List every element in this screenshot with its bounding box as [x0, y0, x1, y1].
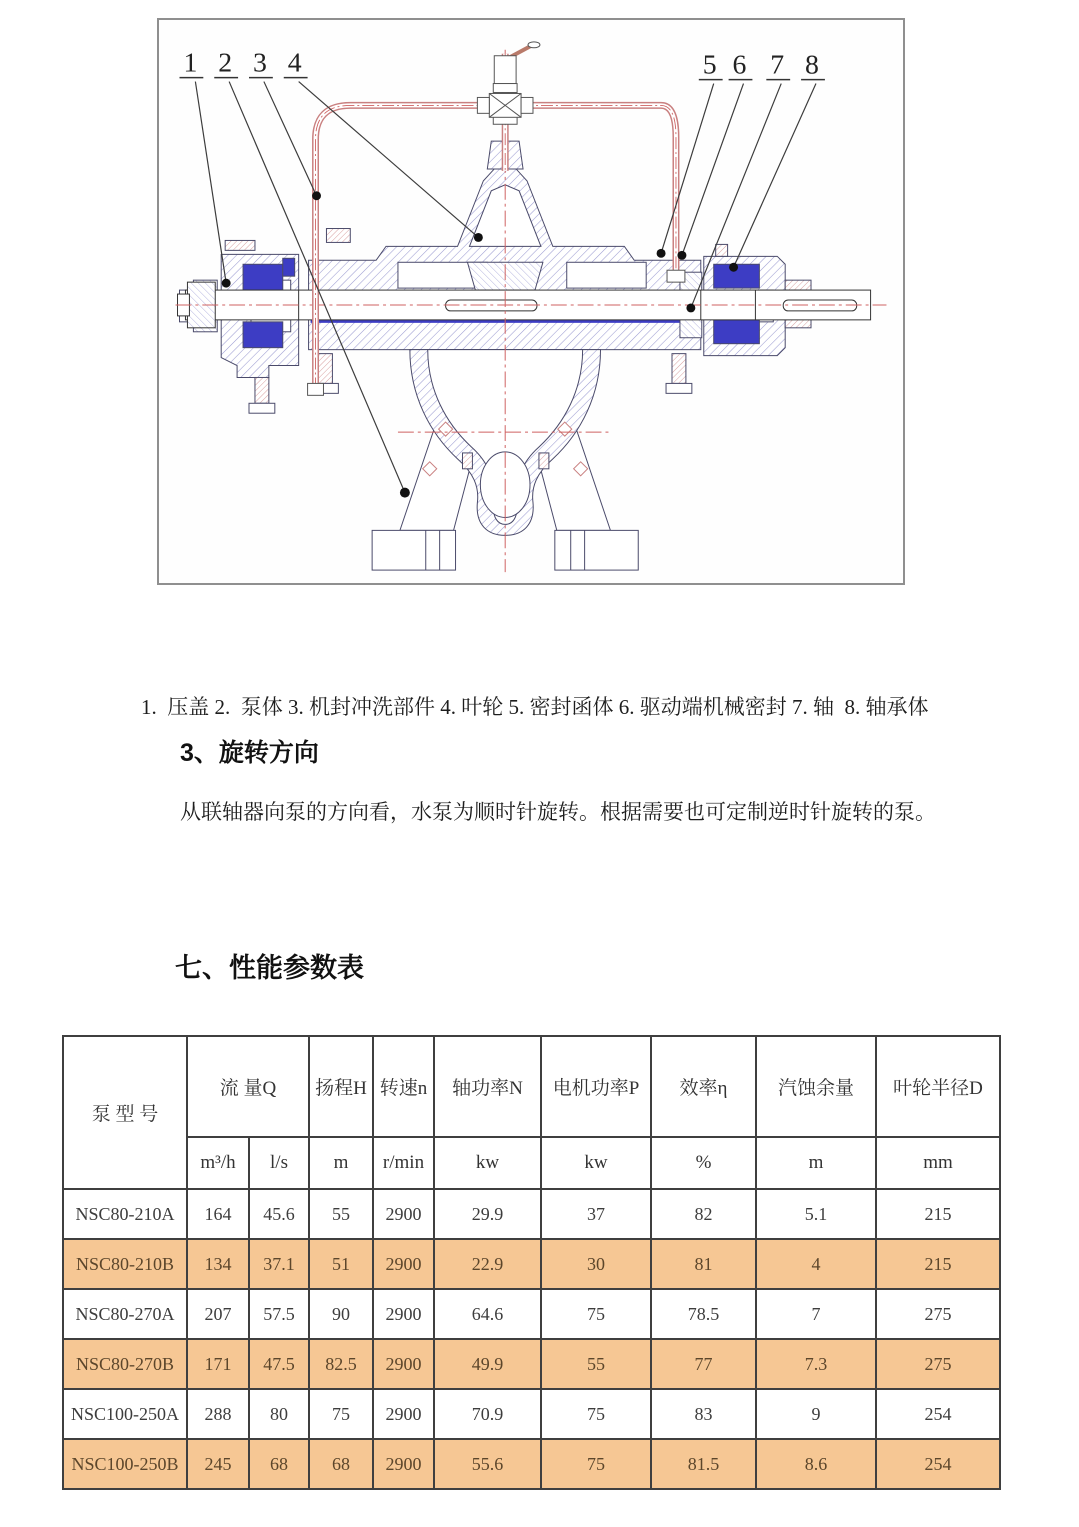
value-cell: 82 — [651, 1189, 756, 1239]
value-cell: 207 — [187, 1289, 249, 1339]
table-row — [63, 1389, 1000, 1439]
pump-model-cell: NSC80-270B — [63, 1339, 187, 1389]
value-cell: 4 — [756, 1239, 876, 1289]
value-cell: 77 — [651, 1339, 756, 1389]
value-cell: 37 — [541, 1189, 651, 1239]
callout-6: 6 — [732, 49, 747, 81]
value-cell: 64.6 — [434, 1289, 541, 1339]
value-cell: 215 — [876, 1189, 1000, 1239]
value-cell: 75 — [541, 1389, 651, 1439]
value-cell: 70.9 — [434, 1389, 541, 1439]
value-cell: 22.9 — [434, 1239, 541, 1289]
callout-8: 8 — [805, 49, 819, 81]
col-header-impeller-radius: 叶轮半径D — [876, 1036, 1000, 1137]
figure-parts-caption: 1. 压盖 2. 泵体 3. 机封冲洗部件 4. 叶轮 5. 密封函体 6. 驱动端机械密封 7. 轴 8. 轴承体 — [141, 695, 929, 719]
unit-flow-ls: l/s — [249, 1137, 309, 1189]
table-row — [63, 1239, 1000, 1289]
value-cell: 7 — [756, 1289, 876, 1339]
callout-7: 7 — [770, 49, 785, 81]
callout-1: 1 — [183, 47, 198, 79]
callout-3: 3 — [252, 47, 267, 79]
performance-table-heading: 七、性能参数表 — [175, 953, 364, 983]
pump-model-cell: NSC100-250A — [63, 1389, 187, 1439]
value-cell: 2900 — [373, 1189, 434, 1239]
unit-shaft-power: kw — [434, 1137, 541, 1189]
callout-2: 2 — [218, 47, 233, 79]
unit-head: m — [309, 1137, 373, 1189]
value-cell: 51 — [309, 1239, 373, 1289]
value-cell: 2900 — [373, 1239, 434, 1289]
table-units-row — [63, 1137, 1000, 1189]
pump-diagram-figure — [157, 18, 905, 585]
table-row — [63, 1439, 1000, 1489]
unit-npsh: m — [756, 1137, 876, 1189]
pump-model-cell: NSC80-210B — [63, 1239, 187, 1289]
unit-motor-power: kw — [541, 1137, 651, 1189]
value-cell: 171 — [187, 1339, 249, 1389]
unit-efficiency: % — [651, 1137, 756, 1189]
value-cell: 275 — [876, 1339, 1000, 1389]
unit-flow-m3h: m³/h — [187, 1137, 249, 1189]
value-cell: 254 — [876, 1389, 1000, 1439]
rotation-direction-heading: 3、旋转方向 — [180, 739, 319, 767]
col-header-flow: 流 量Q — [187, 1036, 309, 1137]
table-row — [63, 1339, 1000, 1389]
col-header-speed: 转速n — [373, 1036, 434, 1137]
value-cell: 55 — [309, 1189, 373, 1239]
value-cell: 2900 — [373, 1389, 434, 1439]
value-cell: 275 — [876, 1289, 1000, 1339]
col-header-efficiency: 效率η — [651, 1036, 756, 1137]
value-cell: 45.6 — [249, 1189, 309, 1239]
value-cell: 81 — [651, 1239, 756, 1289]
value-cell: 78.5 — [651, 1289, 756, 1339]
value-cell: 81.5 — [651, 1439, 756, 1489]
rotation-direction-text: 从联轴器向泵的方向看，水泵为顺时针旋转。根据需要也可定制逆时针旋转的泵。 — [180, 800, 936, 824]
performance-parameters-table — [62, 1035, 1001, 1490]
value-cell: 164 — [187, 1189, 249, 1239]
value-cell: 9 — [756, 1389, 876, 1439]
callout-4: 4 — [287, 47, 302, 79]
value-cell: 5.1 — [756, 1189, 876, 1239]
value-cell: 68 — [309, 1439, 373, 1489]
value-cell: 2900 — [373, 1339, 434, 1389]
col-header-motor-power: 电机功率P — [541, 1036, 651, 1137]
table-row — [63, 1289, 1000, 1339]
value-cell: 29.9 — [434, 1189, 541, 1239]
value-cell: 90 — [309, 1289, 373, 1339]
col-header-pump-model: 泵 型 号 — [63, 1036, 187, 1189]
table-row — [63, 1189, 1000, 1239]
value-cell: 49.9 — [434, 1339, 541, 1389]
pump-cross-section-drawing — [159, 20, 903, 583]
flush-valve — [477, 42, 540, 124]
value-cell: 47.5 — [249, 1339, 309, 1389]
pump-model-cell: NSC80-270A — [63, 1289, 187, 1339]
value-cell: 134 — [187, 1239, 249, 1289]
value-cell: 82.5 — [309, 1339, 373, 1389]
value-cell: 55 — [541, 1339, 651, 1389]
value-cell: 245 — [187, 1439, 249, 1489]
value-cell: 57.5 — [249, 1289, 309, 1339]
unit-impeller-radius: mm — [876, 1137, 1000, 1189]
value-cell: 2900 — [373, 1439, 434, 1489]
value-cell: 7.3 — [756, 1339, 876, 1389]
value-cell: 215 — [876, 1239, 1000, 1289]
value-cell: 55.6 — [434, 1439, 541, 1489]
table-header-row — [63, 1036, 1000, 1137]
value-cell: 254 — [876, 1439, 1000, 1489]
col-header-head: 扬程H — [309, 1036, 373, 1137]
value-cell: 75 — [541, 1439, 651, 1489]
value-cell: 83 — [651, 1389, 756, 1439]
pump-model-cell: NSC80-210A — [63, 1189, 187, 1239]
value-cell: 8.6 — [756, 1439, 876, 1489]
value-cell: 80 — [249, 1389, 309, 1439]
pump-model-cell: NSC100-250B — [63, 1439, 187, 1489]
value-cell: 75 — [541, 1289, 651, 1339]
col-header-npsh: 汽蚀余量 — [756, 1036, 876, 1137]
value-cell: 75 — [309, 1389, 373, 1439]
value-cell: 37.1 — [249, 1239, 309, 1289]
value-cell: 288 — [187, 1389, 249, 1439]
value-cell: 30 — [541, 1239, 651, 1289]
unit-speed: r/min — [373, 1137, 434, 1189]
value-cell: 2900 — [373, 1289, 434, 1339]
callout-5: 5 — [702, 49, 717, 81]
col-header-shaft-power: 轴功率N — [434, 1036, 541, 1137]
value-cell: 68 — [249, 1439, 309, 1489]
